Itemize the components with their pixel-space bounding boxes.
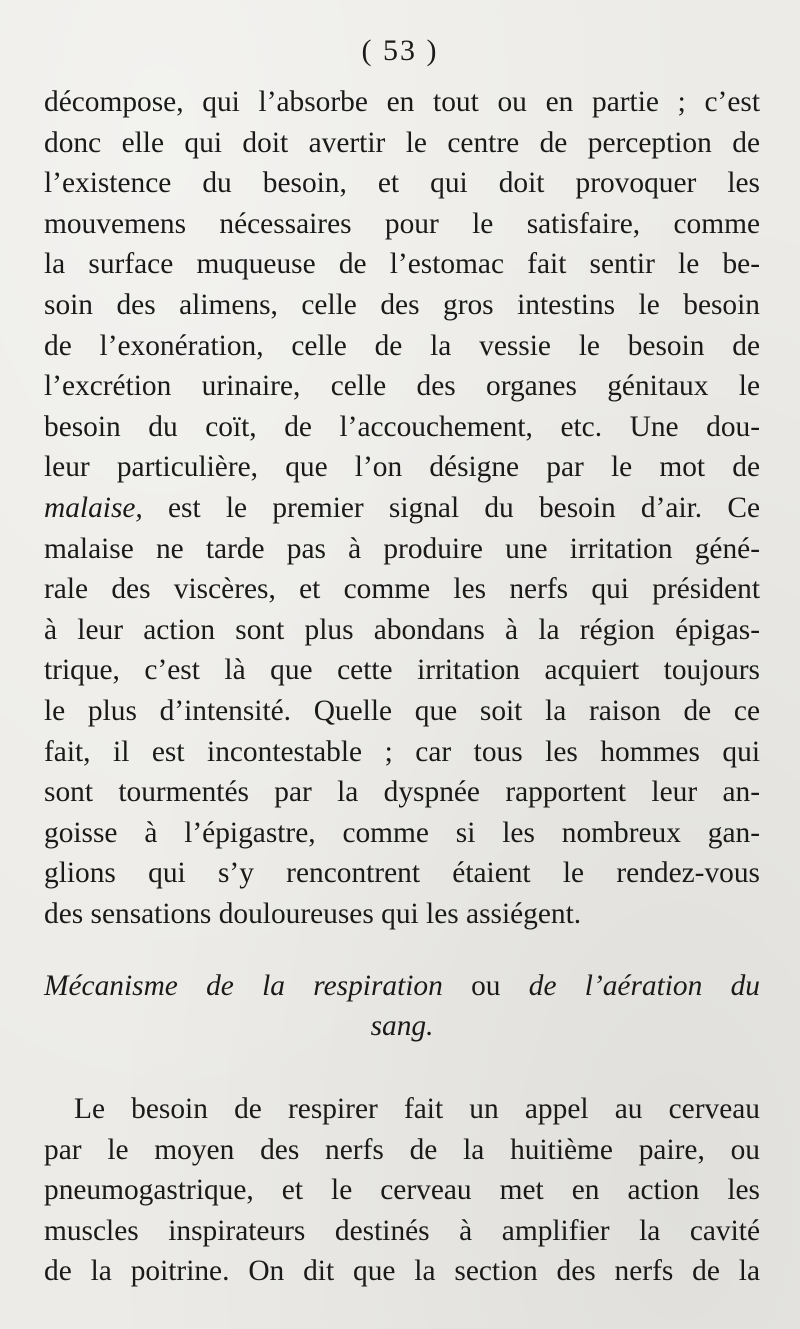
text-line: Le besoin de respirer fait un appel au cerveau bbox=[74, 1093, 760, 1125]
text-line: muscles inspirateurs destinés à amplifier la cavité bbox=[44, 1214, 760, 1247]
text-line: trique, c’est là que cette irritation acquiert toujours bbox=[44, 654, 760, 687]
text-line: pneumogastrique, et le cerveau met en action les bbox=[44, 1174, 760, 1207]
text-line: décompose, qui l’absorbe en tout ou en partie ; c’est bbox=[44, 86, 760, 118]
text-line: malaise ne tarde pas à produire une irritation géné- bbox=[44, 532, 760, 565]
heading-line bbox=[44, 966, 760, 1006]
text-line: mouvemens nécessaires pour le satisfaire, comme bbox=[44, 207, 760, 240]
text-line: de la poitrine. On dit que la section des nerfs de la bbox=[44, 1255, 760, 1288]
text-line: l’excrétion urinaire, celle des organes génitaux le bbox=[44, 370, 760, 403]
paragraph-respiration bbox=[44, 1089, 760, 1292]
heading-connector: ou bbox=[471, 970, 501, 1002]
text-line: l’existence du besoin, et qui doit provoquer les bbox=[44, 167, 760, 200]
text-line-mixed bbox=[44, 488, 760, 529]
heading-line: sang. bbox=[370, 1010, 434, 1042]
text-line: sont tourmentés par la dyspnée rapportent leur an- bbox=[44, 776, 760, 809]
paragraph-needs bbox=[44, 82, 760, 934]
text-line: rale des viscères, et comme les nerfs qui président bbox=[44, 573, 760, 606]
section-heading bbox=[44, 966, 760, 1046]
text-line: goisse à l’épigastre, comme si les nombreux gan- bbox=[44, 816, 760, 849]
text-line: de l’exonération, celle de la vessie le besoin de bbox=[44, 329, 760, 362]
text-line-rest: est le premier signal du besoin d’air. Ce bbox=[168, 491, 760, 524]
page-number: ( 53 ) bbox=[361, 34, 439, 67]
italic-term: malaise, bbox=[44, 491, 143, 524]
text-line: à leur action sont plus abondans à la région épigas- bbox=[44, 613, 760, 646]
text-line: des sensations douloureuses qui les assiégent. bbox=[44, 897, 582, 930]
text-line: besoin du coït, de l’accouchement, etc. Une dou- bbox=[44, 410, 760, 443]
heading-part: Mécanisme de la respiration bbox=[44, 970, 443, 1002]
heading-part: de l’aération du bbox=[528, 970, 760, 1002]
text-line: fait, il est incontestable ; car tous les hommes qui bbox=[44, 735, 760, 768]
text-line: par le moyen des nerfs de la huitième paire, ou bbox=[44, 1133, 760, 1166]
text-line: la surface muqueuse de l’estomac fait sentir le be- bbox=[44, 248, 760, 281]
text-line: glions qui s’y rencontrent étaient le rendez-vous bbox=[44, 857, 760, 890]
text-line: donc elle qui doit avertir le centre de perception de bbox=[44, 126, 760, 159]
text-line: soin des alimens, celle des gros intestins le besoin bbox=[44, 288, 760, 321]
text-line: leur particulière, que l’on désigne par le mot de bbox=[44, 451, 760, 484]
text-line: le plus d’intensité. Quelle que soit la raison de ce bbox=[44, 694, 760, 727]
